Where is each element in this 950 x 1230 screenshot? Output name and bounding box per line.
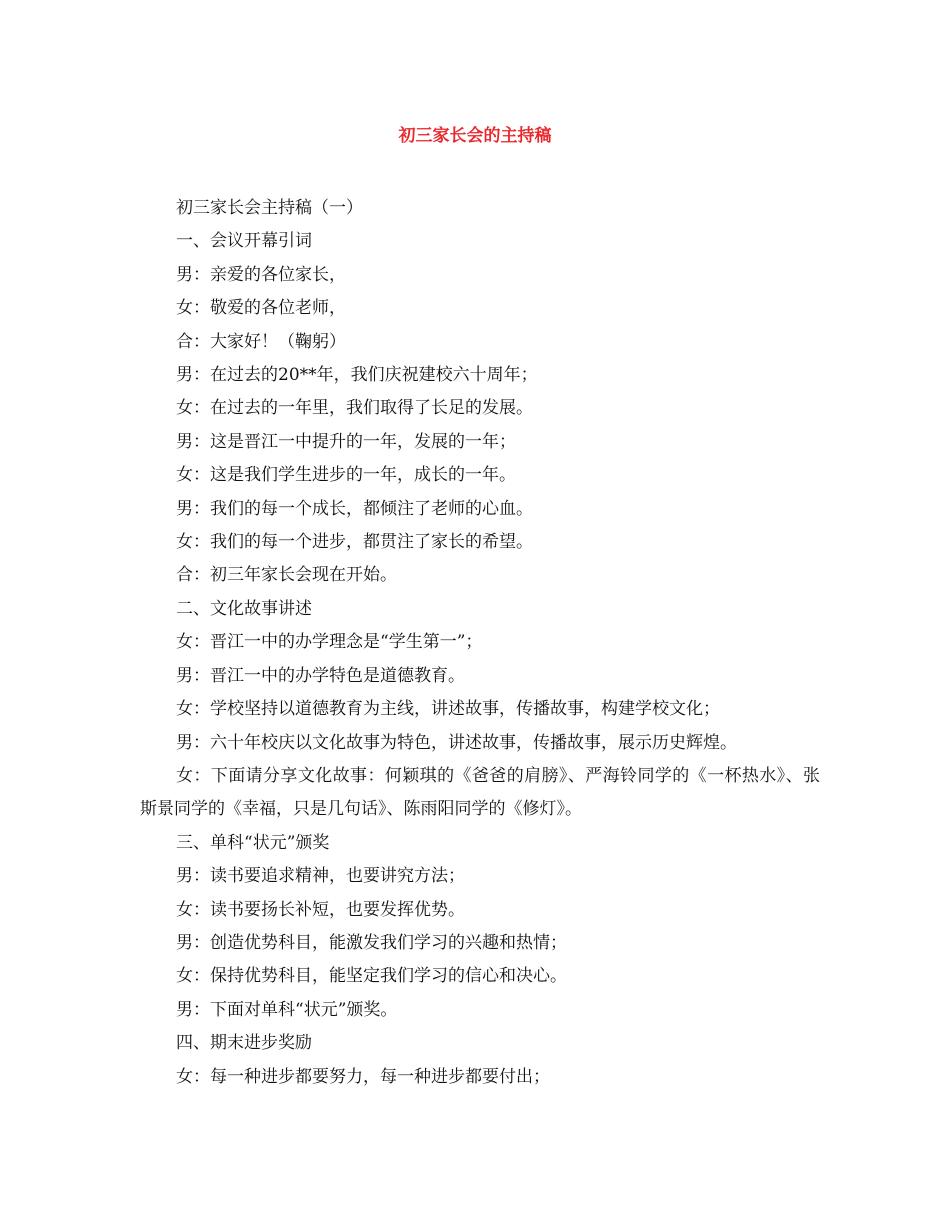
section-heading-opening: 一、会议开幕引词	[176, 231, 312, 252]
document-title: 初三家长会的主持稿	[398, 126, 552, 146]
dialogue-line: 女：每一种进步都要努力，每一种进步都要付出；	[176, 1066, 550, 1087]
dialogue-line: 男：读书要追求精神，也要讲究方法；	[176, 866, 465, 887]
document-body	[140, 192, 820, 1094]
dialogue-line: 女：下面请分享文化故事：何颖琪的《爸爸的肩膀》、严海铃同学的《一杯热水》、张斯景同学的《幸福，只是几句话》、陈雨阳同学的《修灯》。	[140, 765, 820, 820]
dialogue-line: 男：在过去的20**年，我们庆祝建校六十周年；	[176, 365, 538, 386]
dialogue-line: 男：我们的每一个成长，都倾注了老师的心血。	[176, 498, 533, 519]
dialogue-line: 女：保持优势科目，能坚定我们学习的信心和决心。	[176, 966, 567, 987]
section-heading-host-script-1: 初三家长会主持稿（一）	[176, 198, 363, 218]
dialogue-line: 男：亲爱的各位家长，	[176, 264, 346, 285]
dialogue-line: 男：下面对单科“状元”颁奖。	[176, 999, 398, 1020]
dialogue-line: 男：创造优势科目，能激发我们学习的兴趣和热情；	[176, 932, 567, 953]
dialogue-line: 合：初三年家长会现在开始。	[176, 565, 397, 586]
dialogue-line: 女：我们的每一个进步，都贯注了家长的希望。	[176, 532, 533, 553]
section-heading-culture-stories: 二、文化故事讲述	[176, 598, 312, 619]
dialogue-line: 男：这是晋江一中提升的一年，发展的一年；	[176, 431, 516, 452]
dialogue-line: 女：敬爱的各位老师，	[176, 298, 346, 319]
section-heading-progress-awards: 四、期末进步奖励	[176, 1033, 312, 1054]
dialogue-line: 女：在过去的一年里，我们取得了长足的发展。	[176, 398, 533, 419]
dialogue-line: 男：晋江一中的办学特色是道德教育。	[176, 665, 465, 686]
dialogue-line: 合：大家好！（鞠躬）	[176, 331, 346, 352]
dialogue-line: 女：读书要扬长补短，也要发挥优势。	[176, 899, 465, 920]
dialogue-line: 女：这是我们学生进步的一年，成长的一年。	[176, 465, 516, 486]
dialogue-line: 女：晋江一中的办学理念是“学生第一”；	[176, 632, 483, 653]
dialogue-line: 女：学校坚持以道德教育为主线，讲述故事，传播故事，构建学校文化；	[176, 699, 720, 720]
section-heading-subject-awards: 三、单科“状元”颁奖	[176, 832, 330, 853]
dialogue-line: 男：六十年校庆以文化故事为特色，讲述故事，传播故事，展示历史辉煌。	[176, 732, 737, 753]
